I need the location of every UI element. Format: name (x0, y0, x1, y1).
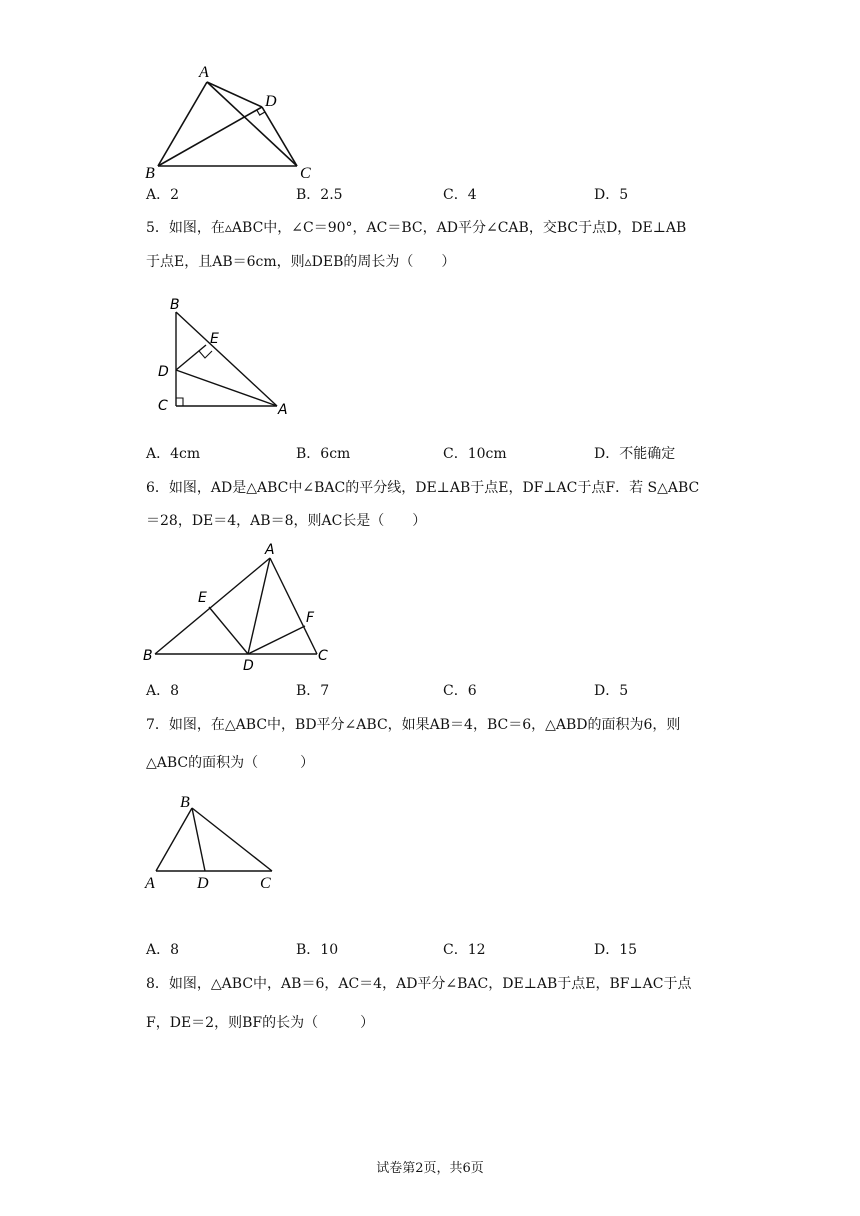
label-e: E (198, 590, 207, 606)
q6-option-a: A．8 (146, 683, 180, 699)
q6-text-line2: ＝28，DE＝4，AB＝8，则AC长是（ ） (146, 513, 427, 529)
right-angle-mark-e (199, 351, 212, 358)
label-c: C (318, 648, 328, 664)
figure-q6-angle-bisector (140, 540, 340, 675)
segment-de (209, 607, 248, 654)
label-b: B (180, 794, 190, 811)
label-e: E (210, 331, 219, 347)
q7-text-line1: 7．如图，在△ABC中，BD平分∠ABC，如果AB＝4，BC＝6，△ABD的面积为6，则 (146, 717, 681, 733)
segment-df (248, 626, 305, 654)
label-d: D (197, 875, 209, 892)
segment-da (176, 370, 277, 406)
label-c: C (300, 165, 311, 182)
q6-option-c: C．6 (443, 683, 477, 699)
label-f: F (306, 610, 315, 626)
q6-option-b: B．7 (296, 683, 330, 699)
segment-ac (207, 82, 297, 166)
segment-ad (248, 558, 270, 654)
label-a: A (265, 542, 275, 558)
q5-text-line1: 5．如图，在▵ABC中，∠C＝90°，AC＝BC，AD平分∠CAB，交BC于点D，DE⊥AB (146, 220, 687, 236)
label-b: B (170, 297, 180, 313)
q6-option-d: D．5 (594, 683, 629, 699)
segment-ba (176, 312, 277, 406)
q8-text-line1: 8．如图，△ABC中，AB＝6，AC＝4，AD平分∠BAC，DE⊥AB于点E，BF⊥AC于点 (146, 976, 692, 992)
label-a: A (145, 875, 155, 892)
label-b: B (145, 165, 155, 182)
label-a: A (278, 402, 288, 418)
segment-ab (156, 808, 192, 871)
q4-option-a: A．2 (146, 187, 180, 203)
label-b: B (143, 648, 153, 664)
q4-option-c: C．4 (443, 187, 477, 203)
q7-option-b: B．10 (296, 942, 339, 958)
q7-option-a: A．8 (146, 942, 180, 958)
q7-text-line2: △ABC的面积为（ ） (146, 755, 315, 771)
q7-option-d: D．15 (594, 942, 638, 958)
q6-text-line1: 6．如图，AD是△ABC中∠BAC的平分线，DE⊥AB于点E，DF⊥AC于点F．若 S△ABC (146, 480, 700, 496)
segment-ad (207, 82, 262, 107)
q8-text-line2: F，DE＝2，则BF的长为（ ） (146, 1015, 375, 1031)
segment-ab (158, 82, 207, 166)
right-angle-mark-c (176, 398, 183, 406)
q4-option-d: D．5 (594, 187, 629, 203)
figure-q5-right-triangle (150, 292, 300, 420)
q5-option-a: A．4cm (146, 446, 201, 462)
label-d: D (158, 364, 169, 380)
segment-bd (158, 107, 262, 166)
page-footer: 试卷第2页，共6页 (376, 1161, 484, 1176)
q5-option-c: C．10cm (443, 446, 507, 462)
figure-q4-quadrilateral (140, 60, 330, 182)
label-d: D (265, 93, 277, 110)
segment-de (176, 345, 206, 370)
q5-option-d: D．不能确定 (594, 446, 676, 462)
q4-option-b: B．2.5 (296, 187, 343, 203)
label-a: A (199, 64, 209, 81)
label-c: C (260, 875, 271, 892)
segment-bc (192, 808, 272, 871)
label-c: C (158, 398, 168, 414)
segment-ab (155, 558, 270, 654)
q5-option-b: B．6cm (296, 446, 351, 462)
figure-q7-triangle (140, 790, 290, 895)
label-d: D (243, 658, 254, 674)
segment-dc (262, 107, 297, 166)
q5-text-line2: 于点E，且AB＝6cm，则▵DEB的周长为（ ） (146, 254, 456, 270)
q7-option-c: C．12 (443, 942, 486, 958)
